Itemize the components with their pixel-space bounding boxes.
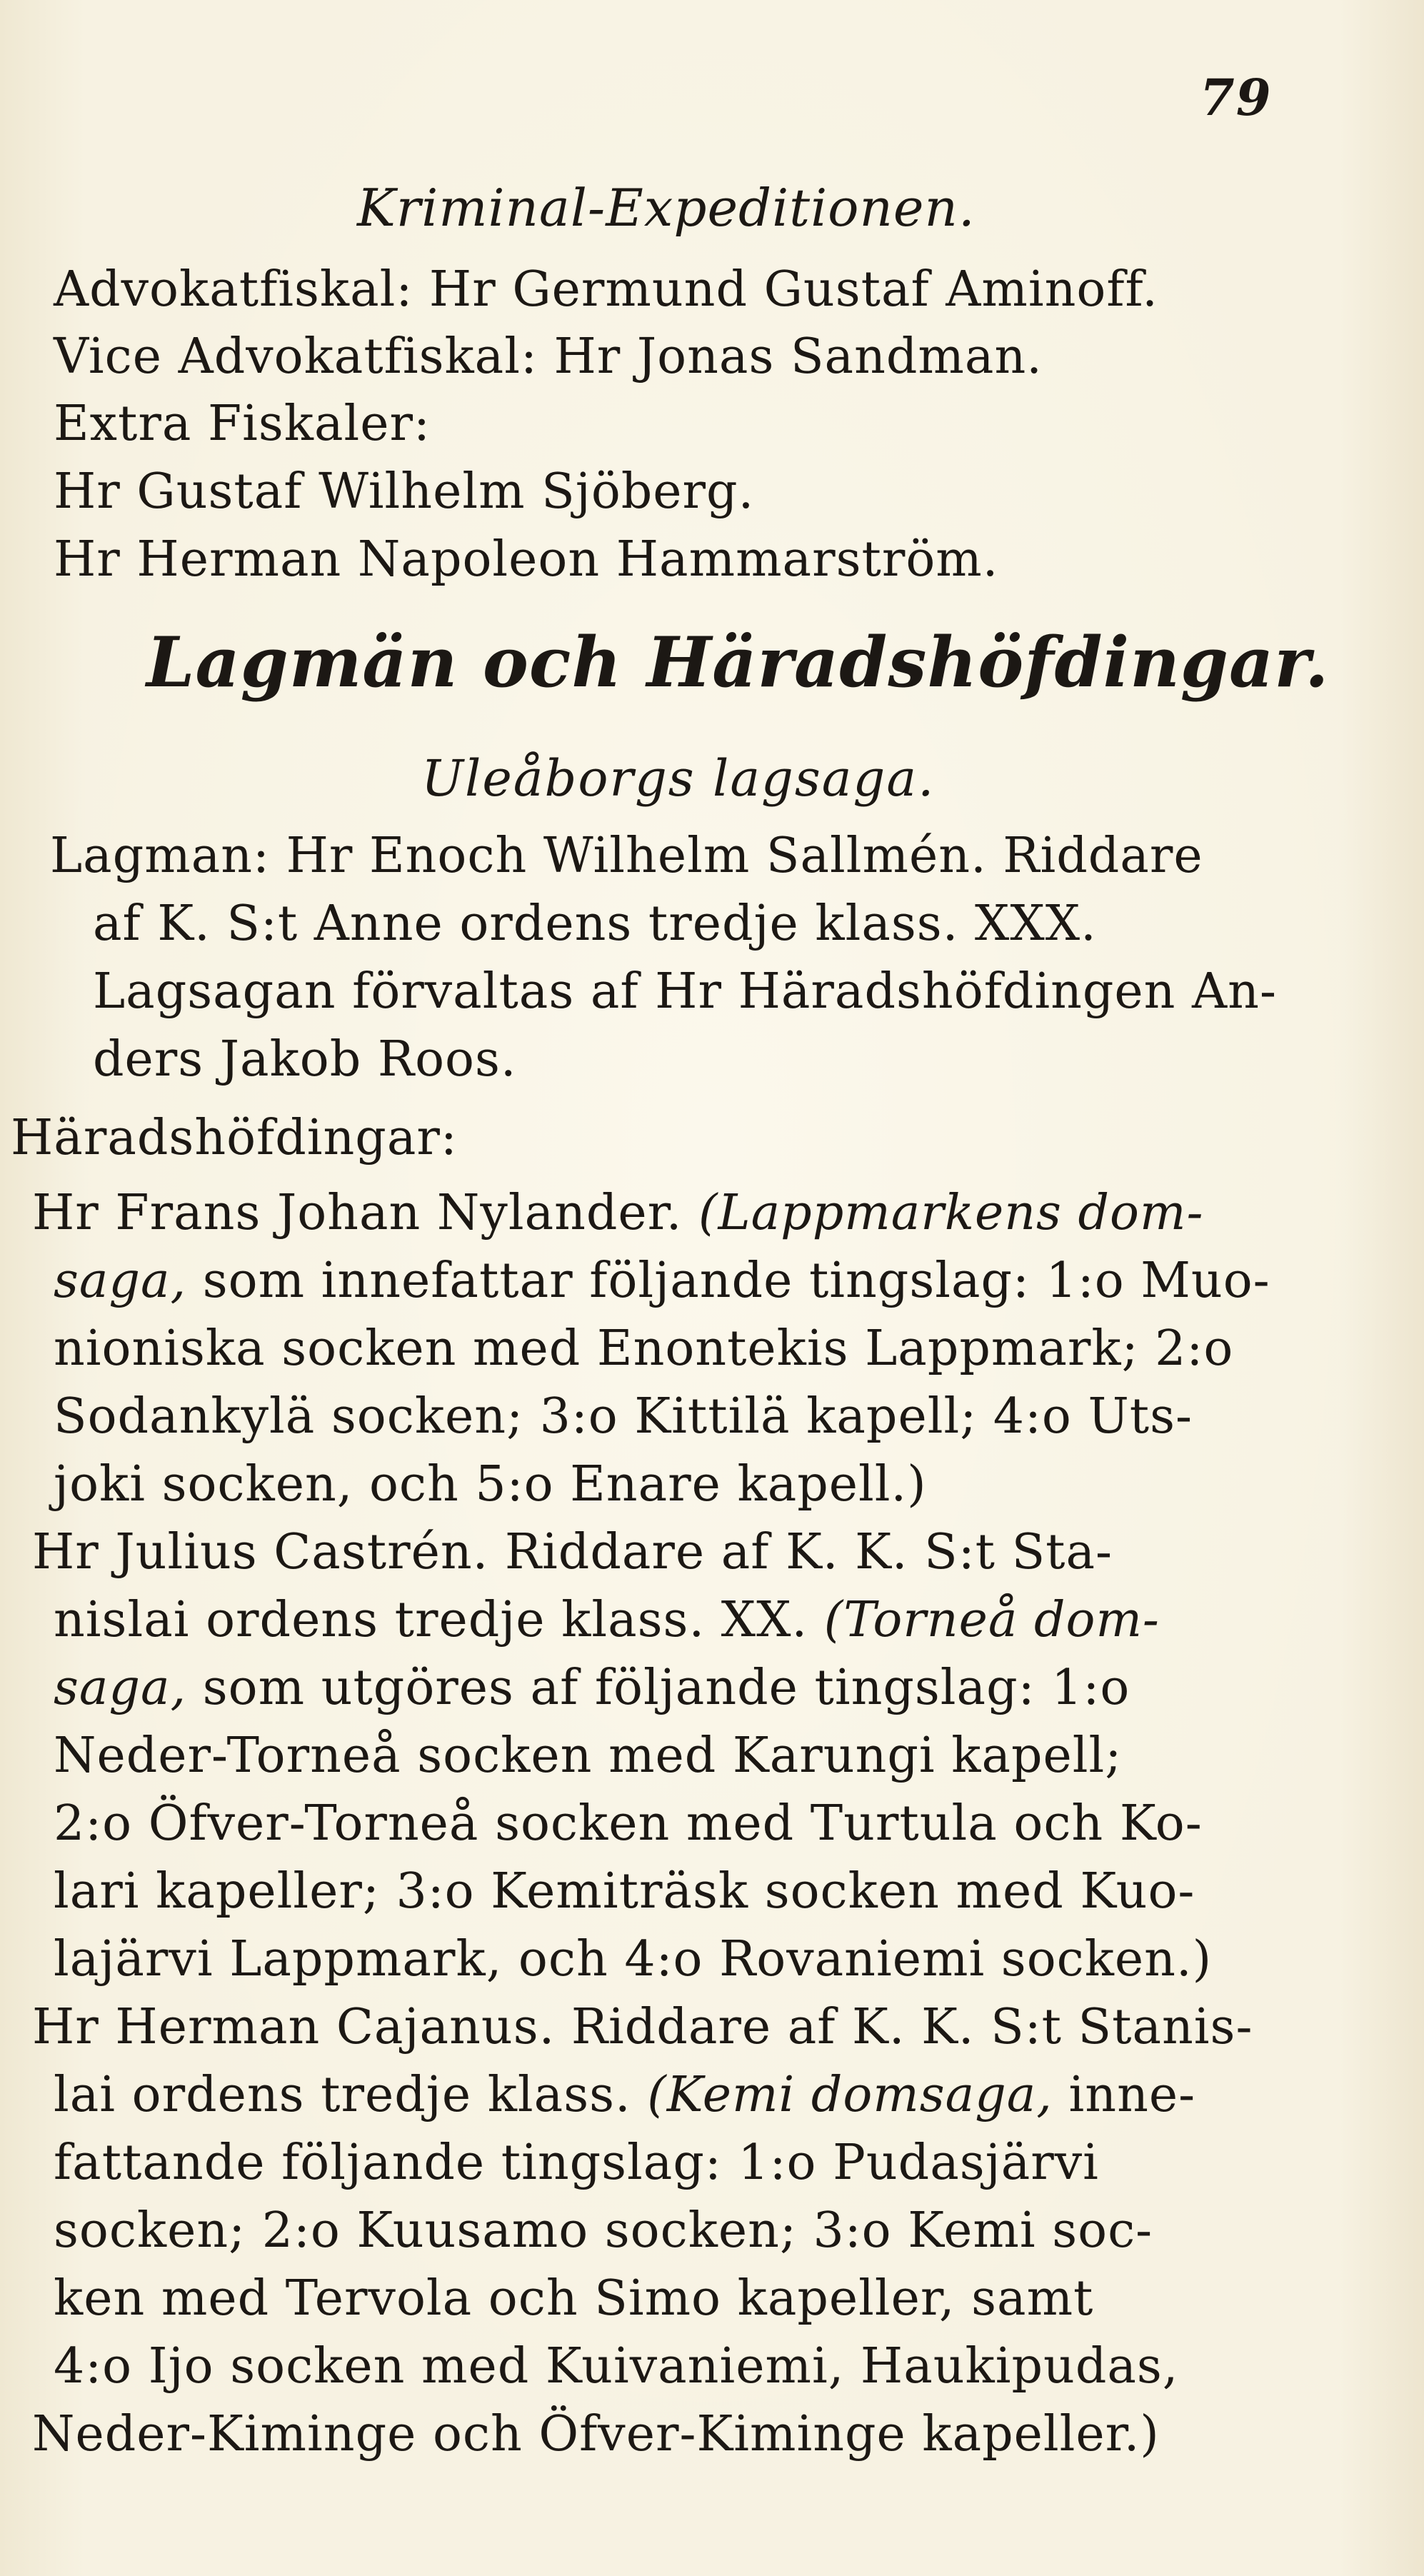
entry-text: som innefattar följande tingslag: 1:o Muo-: [186, 1253, 1270, 1309]
entry-text: nislai ordens tredje klass. XX.: [54, 1592, 824, 1648]
page-number: 79: [1200, 68, 1273, 127]
text-line: Lagsagan förvaltas af Hr Häradshöfdingen An-: [93, 963, 1277, 1020]
text-line: Sodankylä socken; 3:o Kittilä kapell; 4:o Uts-: [54, 1388, 1193, 1445]
entry-nylander-line: [54, 1253, 1270, 1309]
entry-text: lai ordens tredje klass.: [54, 2067, 648, 2123]
text-line: af K. S:t Anne ordens tredje klass. XXX.: [93, 896, 1097, 952]
entry-text: inne-: [1052, 2067, 1196, 2123]
entry-text-italic: (Lappmarkens dom-: [698, 1185, 1204, 1241]
entry-text-italic: (Torneå dom-: [823, 1592, 1160, 1648]
text-line: lari kapeller; 3:o Kemiträsk socken med Kuo-: [54, 1863, 1195, 1920]
text-line: Extra Fiskaler:: [54, 396, 431, 452]
entry-text: Hr Frans Johan Nylander.: [32, 1185, 698, 1241]
text-line: nioniska socken med Enontekis Lappmark; 2:o: [54, 1320, 1234, 1377]
text-line: joki socken, och 5:o Enare kapell.): [54, 1456, 927, 1513]
entry-cajanus-line: [54, 2067, 1196, 2123]
text-line: Vice Advokatfiskal: Hr Jonas Sandman.: [54, 329, 1043, 385]
text-line: 2:o Öfver-Torneå socken med Turtula och Ko-: [54, 1795, 1203, 1852]
text-line: Advokatfiskal: Hr Germund Gustaf Aminoff.: [54, 261, 1158, 318]
text-line: Hr Herman Cajanus. Riddare af K. K. S:t Stanis-: [32, 1999, 1253, 2055]
text-line: socken; 2:o Kuusamo socken; 3:o Kemi soc-: [54, 2202, 1153, 2259]
entry-castren-line: [54, 1592, 1160, 1648]
text-line: Neder-Torneå socken med Karungi kapell;: [54, 1728, 1123, 1784]
haradshofdingar-label: Häradshöfdingar:: [11, 1110, 458, 1166]
text-line: Hr Gustaf Wilhelm Sjöberg.: [54, 463, 755, 520]
entry-text-italic: (Kemi domsaga,: [647, 2067, 1053, 2123]
text-line: Lagman: Hr Enoch Wilhelm Sallmén. Riddare: [50, 828, 1203, 884]
text-line: fattande följande tingslag: 1:o Pudasjärvi: [54, 2135, 1099, 2191]
section-subtitle-uleaborgs-lagsaga: Uleåborgs lagsaga.: [421, 749, 936, 808]
entry-castren-line: [54, 1660, 1130, 1716]
section-title-lagman-och-haradshofdingar: Lagmän och Häradshöfdingar.: [146, 622, 1330, 703]
text-line: Neder-Kiminge och Öfver-Kiminge kapeller.): [32, 2406, 1160, 2462]
entry-nylander-line: [32, 1185, 1204, 1241]
text-line: ken med Tervola och Simo kapeller, samt: [54, 2270, 1094, 2327]
text-line: 4:o Ijo socken med Kuivaniemi, Haukipudas,: [54, 2338, 1179, 2395]
entry-text-italic: saga,: [54, 1253, 187, 1309]
text-line: lajärvi Lappmark, och 4:o Rovaniemi socken.): [54, 1931, 1213, 1988]
text-line: ders Jakob Roos.: [93, 1031, 517, 1088]
text-line: Hr Herman Napoleon Hammarström.: [54, 531, 999, 588]
entry-text-italic: saga,: [54, 1660, 187, 1716]
text-line: Hr Julius Castrén. Riddare af K. K. S:t Sta-: [32, 1524, 1113, 1580]
section-title-kriminal-expeditionen: Kriminal-Expeditionen.: [357, 178, 976, 238]
entry-text: som utgöres af följande tingslag: 1:o: [186, 1660, 1130, 1716]
